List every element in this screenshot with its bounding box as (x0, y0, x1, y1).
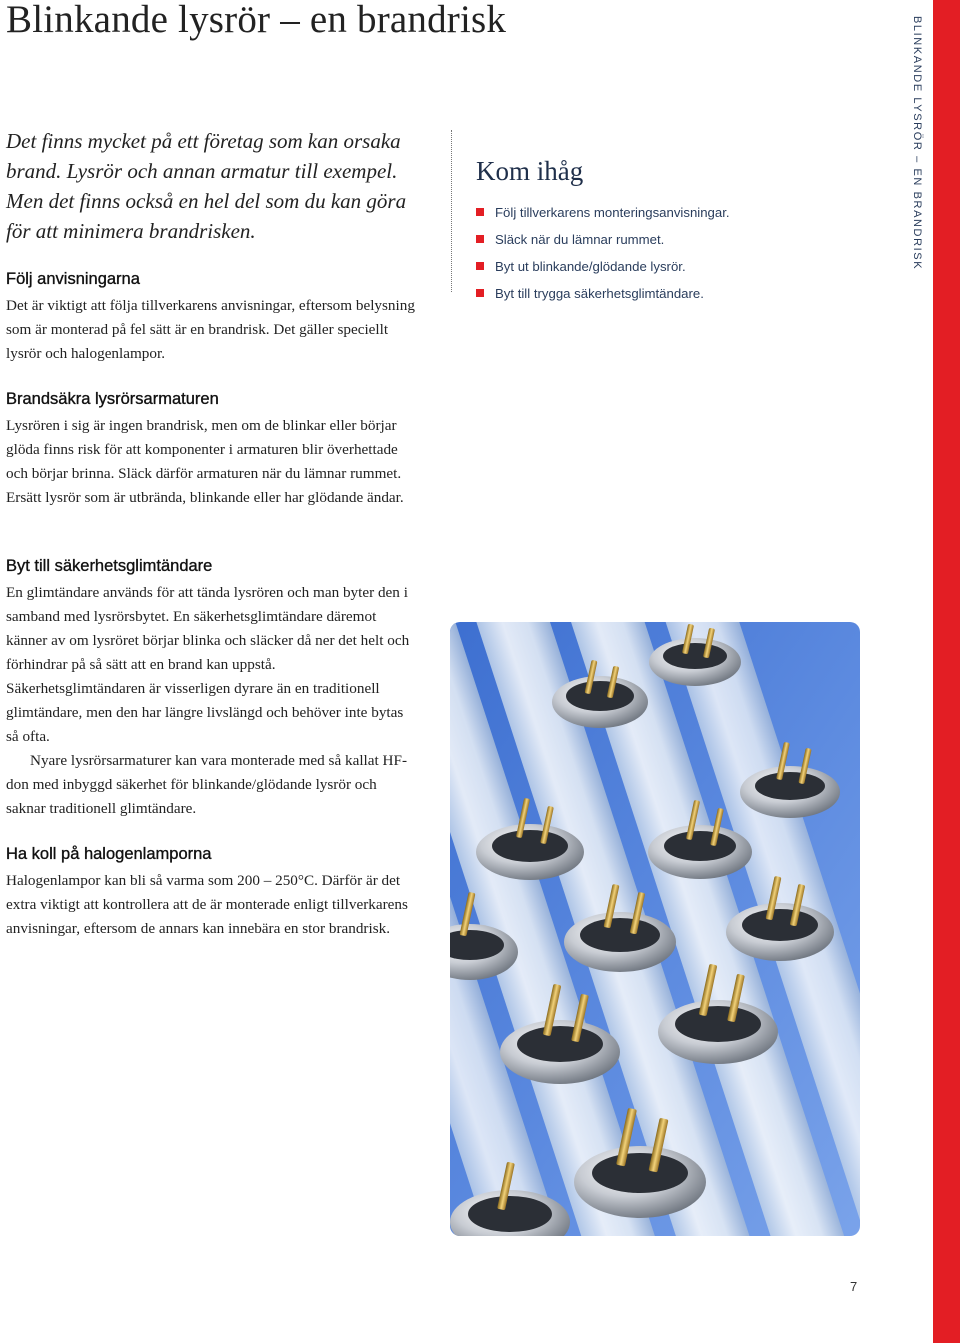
dotted-divider (451, 130, 452, 292)
section-heading: Brandsäkra lysrörsarmaturen (6, 390, 219, 408)
square-bullet-icon (476, 235, 484, 243)
list-item-text: Följ tillverkarens monteringsanvisningar. (495, 205, 730, 220)
section-fireproof-fixture (6, 388, 418, 510)
section-paragraph: Lysrören i sig är ingen brandrisk, men om de blinkar eller börjar glöda finns risk för att komponenter i armaturen blir överhettade och börjar brinna. Släck därför armaturen när du lämnar rummet. Ersätt lysrör som är utbrända, blinkande eller har glödande ändar. (6, 417, 404, 506)
fluorescent-tubes-photo (450, 622, 860, 1236)
page-number: 7 (850, 1279, 858, 1294)
section-safety-starter (6, 555, 418, 821)
list-item (476, 226, 876, 253)
section-paragraph: Det är viktigt att följa tillverkarens anvisningar, eftersom belysning som är monterad på fel sätt är en brandrisk. Det gäller speciellt lysrör och halogenlampor. (6, 297, 415, 362)
list-item-text: Byt till trygga säkerhetsglimtändare. (495, 286, 704, 301)
section-paragraph: Nyare lysrörsarmaturer kan vara monterade med så kallat HF-don med inbyggd säkerhet för blinkande/glödande lysrör och saknar traditionell glimtändare. (6, 752, 408, 817)
page-title: Blinkande lysrör – en brandrisk (6, 0, 507, 41)
running-head: BLINKANDE LYSRÖR – EN BRANDRISK (911, 16, 923, 271)
list-item-text: Släck när du lämnar rummet. (495, 232, 665, 247)
remember-box (476, 153, 876, 307)
remember-heading: Kom ihåg (476, 156, 584, 186)
list-item (476, 199, 876, 226)
section-follow-instructions (6, 268, 418, 366)
red-edge-bar (933, 0, 960, 1343)
section-heading: Ha koll på halogenlamporna (6, 845, 212, 863)
section-heading: Byt till säkerhetsglimtändare (6, 557, 213, 575)
list-item-text: Byt ut blinkande/glödande lysrör. (495, 259, 686, 274)
list-item (476, 253, 876, 280)
remember-list (476, 199, 876, 307)
lead-paragraph: Det finns mycket på ett företag som kan orsaka brand. Lysrör och annan armatur till exempel. Men det finns också en hel del som du kan göra för att minimera brandrisken. (6, 129, 407, 243)
list-item (476, 280, 876, 307)
section-heading: Följ anvisningarna (6, 270, 140, 288)
square-bullet-icon (476, 262, 484, 270)
square-bullet-icon (476, 208, 484, 216)
section-paragraph: Halogenlampor kan bli så varma som 200 – 250°C. Därför är det extra viktigt att kontrollera att de är monterade enligt tillverkarens anvisningar, eftersom de annars kan innebära en stor brandrisk. (6, 872, 408, 937)
square-bullet-icon (476, 289, 484, 297)
section-paragraph: En glimtändare används för att tända lysrören och man byter den i samband med lysrörsbytet. En säkerhetsglimtändare däremot känner av om lysröret börjar blinka och släcker då ner det helt och förhindrar på så sätt att en brand kan uppstå. Säkerhetsglimtändaren är visserligen dyrare än en traditionell glimtändare, men den har längre livslängd och behöver inte bytas så ofta. (6, 584, 410, 745)
section-halogen (6, 843, 418, 941)
